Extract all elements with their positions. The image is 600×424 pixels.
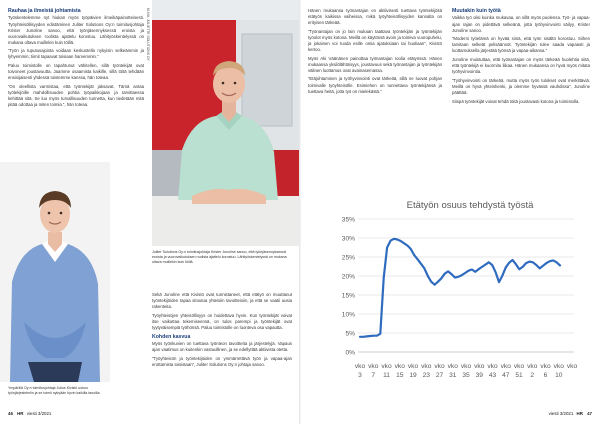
young-man-photo — [0, 162, 110, 382]
office-caption: Juliter Solutions Oy:n toimitusjohtaja Krister Junoline sanoo, että työnjäsennyksessä eroista ja vuorovaikutuksen roolista ajattelu korostuu. Lähityöskentelyssä on mukana oltava muillekin kuin töillä. — [152, 250, 287, 264]
y-tick-label: 5% — [345, 330, 355, 338]
x-tick-label-top: vko — [394, 363, 405, 370]
paragraph: ”On oleellista varmistaa, että työntekijät jaksavat. Tämä antaa työtekijöille mahdollisuuden pohtia työpaikkojaan ja tarvittaessa kehittää sitä. Se luo myös turvallisuuden tunnetta, kun tiedetään mitä pitää odottaa ja miten toimia.”, hän toteaa. — [8, 83, 144, 108]
paragraph: ”Moderni työelämä on hyvää siinä, että työn sisältö korostuu. Siihen tarvitaan selkeät pelisäännöt. Työntekijän tulee saada vapaasti ja luottamuksella järjestää työnsä ja vapaa-aikansa.” — [452, 36, 590, 54]
photo-credit: KUVA: JULIETTE SOLUTIONS OY — [146, 8, 150, 61]
x-tick-label-top: vko — [381, 363, 392, 370]
paragraph: ”Työyhteisön ja työntekijöiden on ymmärrettävä työn ja vapaa-ajan erottamista toisistaan”, Juliter Solutions Oy:n johtaja sanoo. — [152, 355, 292, 367]
paragraph: Siispä työntekijät voivat tehdä töitä joustavasti kotona ja toimistolla. — [452, 98, 580, 104]
x-tick-label-top: vko — [354, 363, 366, 370]
x-tick-label-bottom: 43 — [488, 372, 497, 379]
x-tick-label-top: vko — [368, 363, 379, 370]
x-tick-label-top: vko — [540, 363, 551, 370]
young-man-caption: Ympärillä Oy:n toimitusjohtaja Julius Kivistö uskoo työnjärjestelmiin ja se toimii nykyään hyvin kaikilla tasoilla. — [8, 386, 101, 395]
x-tick-label-top: vko — [513, 363, 525, 370]
x-tick-label-bottom: 6 — [543, 372, 548, 379]
paragraph: Työskentelemme nyt hiukan myös työpäivien ilmeikäpainotteisesti. Työyhteisöllisyyden edistäminen Juliter Solutions Oy:n toimitusjohtaja Krister Junoline sanoo, että työnjäsennyksessä eroista ja vuorovaikutuksen roolista ajattelu korostuu. Lähityöskentelyssä on mukana oltava muillekin kuin töillä. — [8, 15, 144, 45]
x-tick-label-top: vko — [527, 363, 538, 370]
paragraph: ”Työhyvinvointi on tärkeää, mutta myös työn tulokset ovat merkittäviä. Meillä on hyvä yhteishenki, ja olemme hyvässä vauhdissa”, Junoline päättää. — [452, 77, 590, 95]
x-tick-label-bottom: 7 — [371, 372, 376, 379]
right-text-column-2 — [452, 8, 590, 107]
paragraph: ”Työn ja tuputusajoista voidaan keskustella nykyisin selkeämmin ja lyhyemmin; tiimit tapaavat toisiaan harvemmin.” — [8, 48, 144, 60]
paragraph: Työyhteisöjen yhteisöllisyys on hoidettava hyvin. Kun työntekijät voivat itse vaikuttaa tekemiseensä, on tulos parempi ja työntekijät ovat tyytyväisempiä työhönsä. Paluu toimistolle on luonteva osa vapautta. — [152, 312, 292, 330]
x-tick-label-top: vko — [553, 363, 564, 370]
chart-svg — [336, 189, 582, 393]
left-folio — [8, 411, 51, 416]
x-tick-label-top: vko — [460, 363, 472, 370]
right-text-column-1 — [308, 8, 442, 97]
x-tick-label-bottom: 39 — [475, 372, 483, 379]
right-folio — [549, 411, 592, 416]
x-tick-label-bottom: 10 — [555, 372, 563, 379]
chart-title: Etätyön osuus tehdystä työstä — [406, 200, 534, 211]
x-tick-label-bottom: 35 — [462, 372, 470, 379]
section-heading: Muutakin kuin työtä — [452, 8, 501, 14]
y-tick-label: 15% — [341, 292, 355, 300]
x-tick-label-bottom: 47 — [502, 372, 510, 379]
office-photo-frame — [152, 0, 300, 246]
paragraph: Myös työnkuvien on tuettava työnteon tavoitteita ja järjestelyjä. Vapaus ajan vaatimus on kuitenkin vastuullinen, ja se edellyttää aktiivista otetta. — [152, 340, 292, 353]
magazine-name: HR — [17, 411, 24, 416]
y-tick-label: 0% — [345, 349, 355, 357]
section-heading: Rauhaa ja ilmeistä johtamista — [8, 8, 81, 14]
x-tick-label-bottom: 23 — [422, 372, 430, 379]
y-tick-label: 25% — [341, 254, 355, 262]
series-line — [360, 239, 560, 337]
x-tick-label-bottom: 15 — [396, 372, 404, 379]
x-tick-label-top: vko — [474, 363, 485, 370]
page-number: 46 — [8, 411, 13, 416]
paragraph: Hänen mukaansa työnantajan on aktiivisesti tuettava työntekijöitä etätyön kaikissa vaiheissa, mikä työyhteisöllisyyden kannalta on erityisen tärkeää. — [308, 8, 442, 26]
x-tick-label-top: vko — [487, 363, 498, 370]
paragraph: Paluu toimistolle on tapahtunut vähitellen, sillä työntekijät ovat toivoneet joustavuutta. Jaamme osaamista kaikille, sillä töitä tehdään ensisijaisesti yhdessä toistemme kanssa, hän toteaa. — [8, 63, 144, 81]
remote-work-chart — [336, 189, 582, 393]
y-tick-label: 20% — [341, 273, 355, 281]
paragraph: Vaikka työ olisi kuinka mukavaa, on sillä myös puolensa. Työ- ja vapaa-ajan rajan on pidettävä selkeänä, jotta työhyvinvointi säilyy, Krister Junoline sanoo. — [452, 15, 590, 33]
paragraph: Sekä Junoline että Kivistö ovat tunnistaneet, että etätyö on muuttanut työntekijöiden tapaa sitoutua yhteisiin tavoitteisiin, ja että se vaatii uusia rakenteita. — [152, 292, 292, 310]
paragraph: ”Työnantajan on jo lain mukaan taattava työntekijän ja työntekijän työolot myös kotona. Meillä on käytössä avoin ja toimiva vuoropuhelu, ja jokainen voi tuoda esille omia ajatuksiaan tai huoliaan”, Kivistö kertoo. — [308, 28, 442, 53]
x-tick-label-top: vko — [447, 363, 458, 370]
x-tick-label-top: vko — [421, 363, 432, 370]
page-number: 47 — [587, 411, 592, 416]
left-text-column-2 — [152, 292, 292, 370]
x-tick-label-bottom: 2 — [530, 372, 535, 379]
issue-label: viesti 3/2021 — [548, 411, 574, 416]
x-tick-label-bottom: 19 — [409, 372, 417, 379]
left-text-column-1 — [8, 8, 144, 111]
section-heading: Kohden kasvua — [152, 333, 191, 340]
x-tick-label-bottom: 51 — [515, 372, 523, 379]
y-tick-label: 35% — [341, 216, 355, 224]
x-tick-label-top: vko — [407, 363, 419, 370]
x-tick-label-top: vko — [566, 363, 578, 370]
x-tick-label-bottom: 3 — [358, 372, 362, 379]
paragraph: ”Etäjohtaminen ja työhyvinvointi ovat tärkeitä, sillä ne luovat pohjan toimivalle työyhteisölle. Esimiehen on tunnettava työntekijänsä ja tuettava heitä, jotta työ on mielekästä.” — [308, 76, 442, 94]
paragraph: Myös Aki Väänänen painottaa työnantajan roolia etätyössä. Hänen mukaansa yksilölähtöisyys, joustavuus sekä työnantajan ja työntekijän välinen luottamus ovat avainasemassa. — [308, 55, 442, 73]
x-tick-label-top: vko — [500, 363, 511, 370]
businessman-office-illustration — [152, 0, 300, 246]
y-tick-label: 10% — [341, 311, 355, 319]
y-tick-label: 30% — [341, 235, 355, 243]
issue-label: viesti 3/2021 — [26, 411, 52, 416]
x-tick-label-bottom: 11 — [383, 372, 390, 379]
x-tick-label-bottom: 27 — [435, 372, 444, 379]
x-tick-label-bottom: 31 — [449, 372, 457, 379]
paragraph: Junoline muistuttaa, että työnantajan on myös tärkeää huolehtia siitä, että työntekijä ei kuormitu liikaa. Hänen mukaansa on hyvä myös mitata työhyvinvointia. — [452, 56, 590, 75]
young-man-illustration — [0, 162, 110, 382]
x-tick-label-top: vko — [434, 363, 445, 370]
magazine-name: HR — [576, 411, 583, 416]
